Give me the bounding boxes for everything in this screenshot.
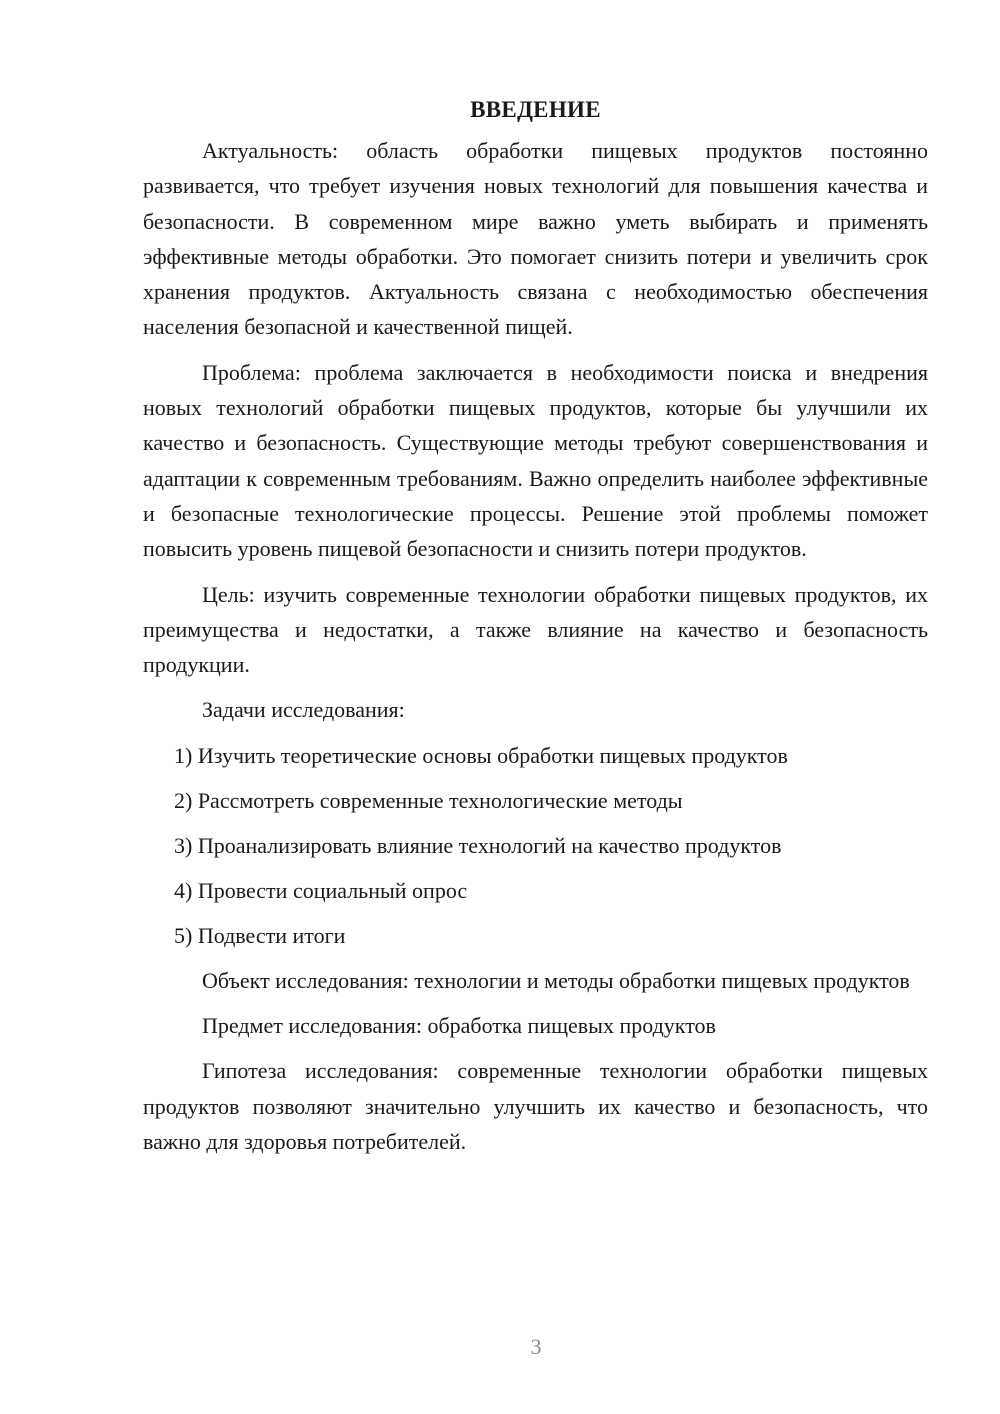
list-item: 4) Провести социальный опрос [174, 877, 468, 903]
paragraph-object: Объект исследования: технологии и методы обработки пищевых продуктов [202, 967, 910, 993]
paragraph-goal: Цель: изучить современные технологии обработки пищевых продуктов, их преимущества и недостатки, а также влияние на качество и безопасность продукции. [143, 581, 928, 678]
tasks-list [143, 738, 928, 953]
paragraph-hypothesis: Гипотеза исследования: современные технологии обработки пищевых продуктов позволяют значительно улучшить их качество и безопасность, что важно для здоровья потребителей. [143, 1058, 928, 1154]
list-item: 1) Изучить теоретические основы обработки пищевых продуктов [174, 742, 788, 768]
list-item: 5) Подвести итоги [174, 922, 346, 948]
list-item: 2) Рассмотреть современные технологические методы [174, 787, 683, 813]
page-content [143, 92, 928, 1169]
paragraph-relevance: Актуальность: область обработки пищевых продуктов постоянно развивается, что требует изучения новых технологий для повышения качества и безопасности. В современном мире важно уметь выбирать и применять эффективные методы обработки. Это помогает снизить потери и увеличить срок хранения продуктов. Актуальность связана с необходимостью обеспечения населения безопасной и качественной пищей. [143, 138, 928, 340]
list-item: 3) Проанализировать влияние технологий на качество продуктов [174, 832, 782, 858]
tasks-heading: Задачи исследования: [202, 697, 405, 723]
paragraph-subject: Предмет исследования: обработка пищевых продуктов [202, 1013, 716, 1039]
paragraph-problem: Проблема: проблема заключается в необходимости поиска и внедрения новых технологий обработки пищевых продуктов, которые бы улучшили их качество и безопасность. Существующие методы требуют совершенствования и адаптации к современным требованиям. Важно определить наиболее эффективные и безопасные технологические процессы. Решение этой проблемы поможет повысить уровень пищевой безопасности и снизить потери продуктов. [143, 359, 928, 562]
page-number: 3 [530, 1334, 542, 1359]
section-title: ВВЕДЕНИЕ [470, 97, 601, 122]
